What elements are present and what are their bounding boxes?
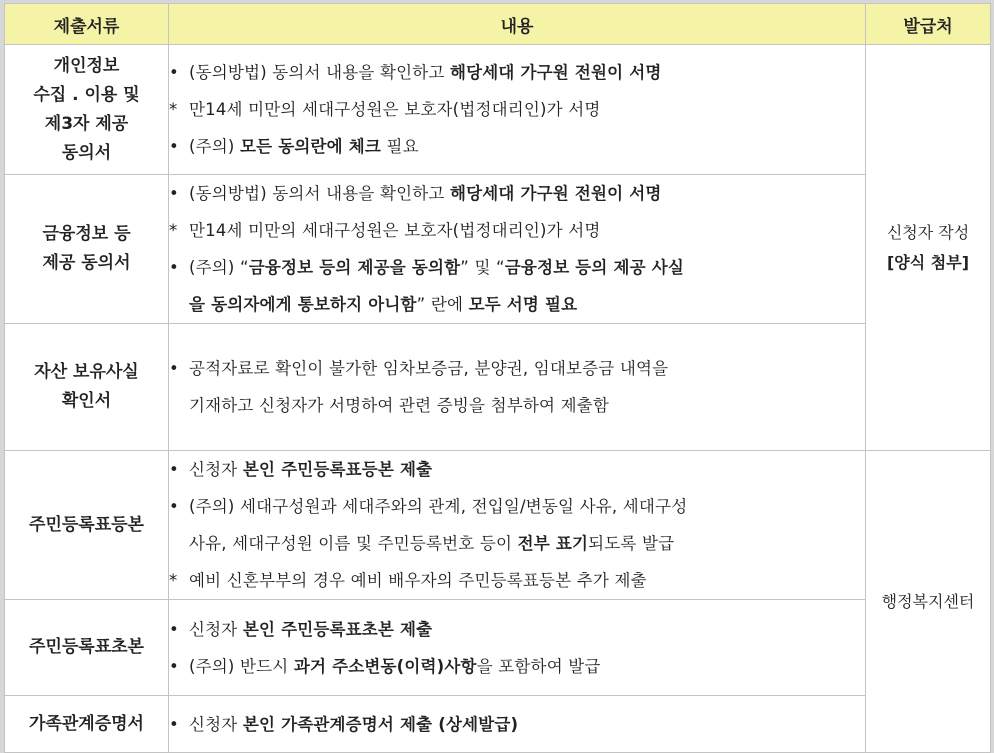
bullet-mark: • xyxy=(169,460,179,479)
body-text: 신청자 xyxy=(189,460,243,479)
content-line xyxy=(169,562,865,599)
bullet-mark: • xyxy=(169,359,179,378)
bullet-mark: • xyxy=(169,656,179,676)
note-mark: * xyxy=(169,100,178,119)
table-row xyxy=(5,600,991,696)
table-row xyxy=(5,45,991,175)
content-line xyxy=(169,611,865,648)
emphasis-text: 본인 가족관계증명서 제출 (상세발급) xyxy=(242,714,519,734)
content-line xyxy=(169,387,865,424)
header-issuer: 발급처 xyxy=(866,4,991,45)
emphasis-text: 본인 주민등록표초본 제출 xyxy=(242,619,433,639)
emphasis-text: 금융정보 등의 제공을 동의함 xyxy=(248,258,461,277)
body-text: 공적자료로 확인이 불가한 임차보증금, 분양권, 임대보증금 내역을 xyxy=(189,359,669,378)
body-text: ” 및 “ xyxy=(460,258,505,277)
content-cell xyxy=(169,175,866,324)
emphasis-text: 해당세대 가구원 전원이 서명 xyxy=(450,63,662,82)
table-row xyxy=(5,324,991,451)
body-text: (주의) “ xyxy=(189,258,249,277)
body-text: 사유, 세대구성원 이름 및 주민등록번호 등이 xyxy=(189,534,518,553)
issuer-line: [양식 첨부] xyxy=(886,252,970,272)
issuer-line: 신청자 작성 xyxy=(886,222,970,242)
bullet-mark: • xyxy=(169,184,179,203)
note-mark: * xyxy=(169,221,178,240)
content-line xyxy=(169,706,865,743)
body-text: 기재하고 신청자가 서명하여 관련 증빙을 첨부하여 제출함 xyxy=(189,396,610,415)
doc-name-line: 수집 . 이용 및 xyxy=(33,84,140,105)
body-text: (동의방법) 동의서 내용을 확인하고 xyxy=(189,63,450,82)
issuer-center xyxy=(866,451,991,753)
bullet-mark: • xyxy=(169,258,179,277)
content-line xyxy=(169,350,865,387)
bullet-mark: • xyxy=(169,619,179,639)
bullet-mark: • xyxy=(169,714,179,734)
body-text: (주의) 세대구성원과 세대주와의 관계, 전입일/변동일 사유, 세대구성 xyxy=(189,497,688,516)
header-content: 내용 xyxy=(169,4,866,45)
doc-name-line: 주민등록표초본 xyxy=(29,637,144,657)
doc-name-line: 가족관계증명서 xyxy=(29,713,144,734)
table-row xyxy=(5,451,991,600)
doc-name-line: 동의서 xyxy=(61,142,112,163)
emphasis-text: 전부 표기 xyxy=(517,534,589,553)
doc-name xyxy=(5,45,169,175)
body-text: 을 포함하여 발급 xyxy=(476,656,601,676)
table-row xyxy=(5,175,991,324)
body-text: (주의) 반드시 xyxy=(189,656,294,676)
issuer-applicant xyxy=(866,45,991,451)
content-line xyxy=(169,451,865,488)
bullet-mark: • xyxy=(169,137,179,156)
doc-name-line: 자산 보유사실 xyxy=(34,362,139,382)
table-row xyxy=(5,696,991,753)
bullet-mark: • xyxy=(169,497,179,516)
note-mark: * xyxy=(169,571,178,590)
body-text: 신청자 xyxy=(189,714,243,734)
content-line xyxy=(169,175,865,212)
content-cell xyxy=(169,696,866,753)
emphasis-text: 금융정보 등의 제공 사실 xyxy=(504,258,685,277)
content-line xyxy=(169,488,865,525)
doc-name-line: 확인서 xyxy=(61,391,112,411)
doc-name xyxy=(5,175,169,324)
content-line xyxy=(169,648,865,685)
doc-name xyxy=(5,600,169,696)
doc-name-line: 제공 동의서 xyxy=(42,253,131,273)
header-document: 제출서류 xyxy=(5,4,169,45)
doc-name xyxy=(5,324,169,451)
emphasis-text: 모든 동의란에 체크 xyxy=(240,137,382,156)
content-line xyxy=(169,286,865,323)
doc-name-line: 금융정보 등 xyxy=(42,224,131,244)
body-text: ” 란에 xyxy=(416,295,469,314)
issuer-line: 행정복지센터 xyxy=(881,591,975,611)
content-line xyxy=(169,212,865,249)
emphasis-text: 과거 주소변동(이력)사항 xyxy=(293,656,477,676)
emphasis-text: 본인 주민등록표등본 제출 xyxy=(242,460,433,479)
content-cell xyxy=(169,600,866,696)
bullet-mark: • xyxy=(169,63,179,82)
emphasis-text: 모두 서명 필요 xyxy=(468,295,578,314)
body-text: (주의) xyxy=(189,137,240,156)
body-text: 만14세 미만의 세대구성원은 보호자(법정대리인)가 서명 xyxy=(189,221,601,240)
doc-name xyxy=(5,696,169,753)
content-line xyxy=(169,128,865,165)
body-text: 만14세 미만의 세대구성원은 보호자(법정대리인)가 서명 xyxy=(189,100,601,119)
content-line xyxy=(169,525,865,562)
content-cell xyxy=(169,324,866,451)
emphasis-text: 해당세대 가구원 전원이 서명 xyxy=(450,184,662,203)
content-line xyxy=(169,54,865,91)
doc-name-line: 주민등록표등본 xyxy=(29,514,144,535)
emphasis-text: 을 동의자에게 통보하지 아니함 xyxy=(189,295,417,314)
content-line xyxy=(169,249,865,286)
header-row xyxy=(5,4,991,45)
body-text: 예비 신혼부부의 경우 예비 배우자의 주민등록표등본 추가 제출 xyxy=(189,571,647,590)
documents-table xyxy=(4,3,991,753)
content-cell xyxy=(169,451,866,600)
doc-name-line: 개인정보 xyxy=(53,55,120,76)
body-text: (동의방법) 동의서 내용을 확인하고 xyxy=(189,184,450,203)
body-text: 필요 xyxy=(381,137,419,156)
content-line xyxy=(169,91,865,128)
content-cell xyxy=(169,45,866,175)
body-text: 신청자 xyxy=(189,619,243,639)
body-text: 되도록 발급 xyxy=(588,534,675,553)
doc-name-line: 제3자 제공 xyxy=(44,113,129,134)
doc-name xyxy=(5,451,169,600)
